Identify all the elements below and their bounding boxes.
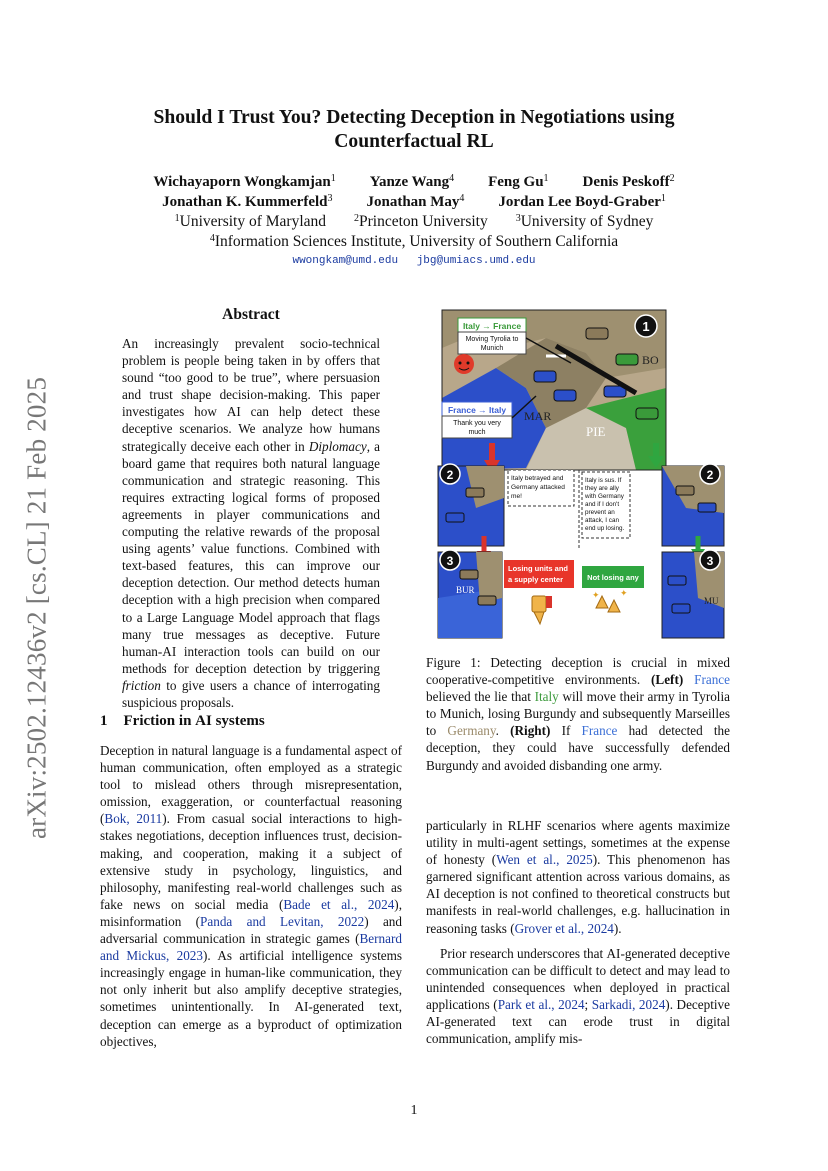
svg-text:Munich: Munich	[480, 345, 504, 352]
citation-park[interactable]: Park et al., 2024	[497, 996, 585, 1012]
svg-text:with Germany: with Germany	[585, 493, 624, 500]
abstract-heading: Abstract	[222, 306, 280, 323]
page-number: 1	[410, 1103, 418, 1118]
map-label-bo: BO	[642, 353, 659, 367]
authors-row-2	[100, 192, 728, 212]
map-label-pie: PIE	[586, 424, 606, 439]
author-name: Jonathan May$^4$	[366, 193, 465, 210]
right-map-3	[662, 550, 724, 638]
author-name: Denis Peskoff$^2$	[582, 173, 675, 190]
badge-1	[635, 315, 657, 337]
figure-1-caption: Figure 1: Detecting deception is crucial in mixed cooperative-competitive environments. (Left) France believed the lie that Italy will move their army in Tyrolia to Munich, losing Burgundy and subsequently Marseilles to Germany. (Right) If France had detected the deception, they could have successfully defended Burgundy and avoided disbanding one army.	[426, 655, 731, 773]
author-name: Jonathan K. Kummerfeld$^3$	[162, 193, 333, 210]
celebrate-hands-icon	[592, 588, 628, 612]
thumbs-down-icon	[532, 596, 552, 624]
svg-text:France → Italy: France → Italy	[447, 405, 507, 415]
svg-text:they are ally: they are ally	[585, 485, 619, 492]
author-name: Wichayaporn Wongkamjan$^1$	[153, 173, 336, 190]
svg-text:Germany attacked: Germany attacked	[511, 484, 565, 491]
citation-wen[interactable]: Wen et al., 2025	[496, 852, 593, 868]
affiliations-row	[100, 212, 728, 232]
paper-title	[100, 106, 728, 154]
authors-row-1	[100, 172, 728, 192]
affiliation: $^3$University of Sydney	[515, 213, 654, 230]
outcome-good	[582, 566, 644, 612]
svg-text:prevent an: prevent an	[585, 509, 615, 516]
outcome-bad	[504, 560, 574, 624]
svg-text:and if I don't: and if I don't	[585, 501, 620, 508]
svg-text:3: 3	[706, 554, 714, 568]
svg-text:Thank you very: Thank you very	[453, 420, 501, 427]
svg-text:Losing units and: Losing units and	[508, 564, 568, 573]
citation-panda[interactable]: Panda and Levitan, 2022	[200, 913, 365, 929]
svg-text:a supply center: a supply center	[508, 575, 564, 584]
svg-text:end up losing.: end up losing.	[585, 525, 625, 532]
author-name: Jordan Lee Boyd-Graber$^1$	[498, 193, 666, 210]
left-map-3	[438, 550, 502, 638]
right-column-body: particularly in RLHF scenarios where agents maximize utility in multi-agent settings, sometimes at the expense of honesty (Wen et al., 2025). This phenomenon has garnered significant attention across various domains, as AI deception is not confined to theoretical constructs but manifests in real-world challenges, e.g. hallucination in reasoning tasks (Grover et al., 2024). Prior research underscores that AI-generated deceptive communication can be difficult to detect and may lead to unintended consequences when deployed in practical applications (Park et al., 2024; Sarkadi, 2024). Deceptive AI-generated text can erode trust in digital communication, amplify mis-	[426, 818, 730, 1047]
map-label-mar: MAR	[524, 409, 552, 423]
svg-text:Italy betrayed and: Italy betrayed and	[511, 475, 564, 482]
title-line-2: Counterfactual RL	[334, 131, 494, 152]
emails	[100, 255, 728, 267]
citation-grover[interactable]: Grover et al., 2024	[514, 920, 614, 936]
svg-text:attack, I can: attack, I can	[585, 517, 619, 524]
affiliation: $^1$University of Maryland	[174, 213, 327, 230]
thought-left	[508, 470, 574, 506]
abstract-text: An increasingly prevalent socio-technical problem is people being taken in by offers that sound “too good to be true”, where persuasion and trust shape decision-making. This paper investigates how AI can help detect these deceptive scenarios. We analyze how humans strategically deceive each other in Diplomacy, a board game that requires both natural language communication and strategic reasoning. This requires extracting logical forms of proposed agreements in player communications and computing the relative rewards of the proposal using agents’ value functions. Combined with text-based features, this can improve our deception detection. Our method detects human deception with a high precision when compared to a Large Language Model approach that flags many true messages as deceptive. Future human-AI interaction tools can build on our methods for deception detection by triggering friction to give users a chance of interrogating suspicious proposals.	[122, 336, 380, 710]
author-name: Feng Gu$^1$	[488, 173, 549, 190]
svg-text:me!: me!	[511, 493, 522, 500]
email-2[interactable]: jbg@umiacs.umd.edu	[416, 255, 536, 267]
svg-text:Not losing any: Not losing any	[587, 573, 639, 582]
affiliation: $^2$Princeton University	[354, 213, 488, 230]
arxiv-watermark	[22, 368, 52, 848]
svg-text:much: much	[468, 429, 486, 436]
svg-text:✦: ✦	[592, 590, 600, 600]
author-block	[100, 172, 728, 252]
svg-text:Moving Tyrolia to: Moving Tyrolia to	[465, 336, 519, 343]
email-1[interactable]: wwongkam@umd.edu	[292, 255, 399, 267]
citation-bernard[interactable]: Bernard and Mickus, 2023	[100, 931, 402, 964]
citation-bade[interactable]: Bade et al., 2024	[283, 896, 395, 912]
citation-sarkadi[interactable]: Sarkadi, 2024	[591, 996, 666, 1012]
map-label-mu: MU	[704, 596, 719, 606]
section-1-heading: 1 Friction in AI systems	[100, 713, 265, 729]
left-map-2	[438, 464, 504, 546]
title-line-1: Should I Trust You? Detecting Deception in Negotiations using	[153, 107, 675, 128]
svg-text:Italy → France: Italy → France	[462, 321, 522, 331]
arxiv-id: arXiv:2502.12436v2 [cs.CL] 21 Feb 2025	[21, 376, 52, 840]
map-label-bur: BUR	[456, 585, 475, 595]
svg-text:3: 3	[446, 554, 454, 568]
svg-text:2: 2	[706, 468, 714, 482]
devil-icon	[454, 354, 474, 374]
svg-text:✦: ✦	[620, 588, 628, 598]
svg-text:Italy is sus. If: Italy is sus. If	[585, 477, 622, 484]
author-name: Yanze Wang$^4$	[369, 173, 455, 190]
left-column-body: Deception in natural language is a fundamental aspect of human communication, often employed as a strategic tool to mislead others through misrepresentation, omission, exaggeration, or counterfactual reasoning (Bok, 2011). From casual social interactions to high-stakes negotiations, deception influences trust, decision-making, and cooperation, making it a subject of extensive study in psychology, linguistics, and philosophy, manifesting real-world challenges such as fake news on social media (Bade et al., 2024), misinformation (Panda and Levitan, 2022) and adversarial communication in strategic games (Bernard and Mickus, 2023). As artificial intelligence systems increasingly engage in human-like communication, they not only inherit but also amplify deceptive strategies, sometimes unintentionally. In AI-generated text, deception can emerge as a byproduct of optimization objectives,	[100, 743, 402, 1049]
citation-bok[interactable]: Bok, 2011	[104, 811, 163, 827]
svg-text:1: 1	[642, 319, 650, 334]
svg-text:2: 2	[446, 468, 454, 482]
figure-1	[436, 308, 726, 642]
thought-right	[582, 472, 630, 538]
right-map-2	[662, 464, 724, 546]
affiliation-4: $^4$Information Sciences Institute, University of Southern California	[209, 233, 619, 250]
